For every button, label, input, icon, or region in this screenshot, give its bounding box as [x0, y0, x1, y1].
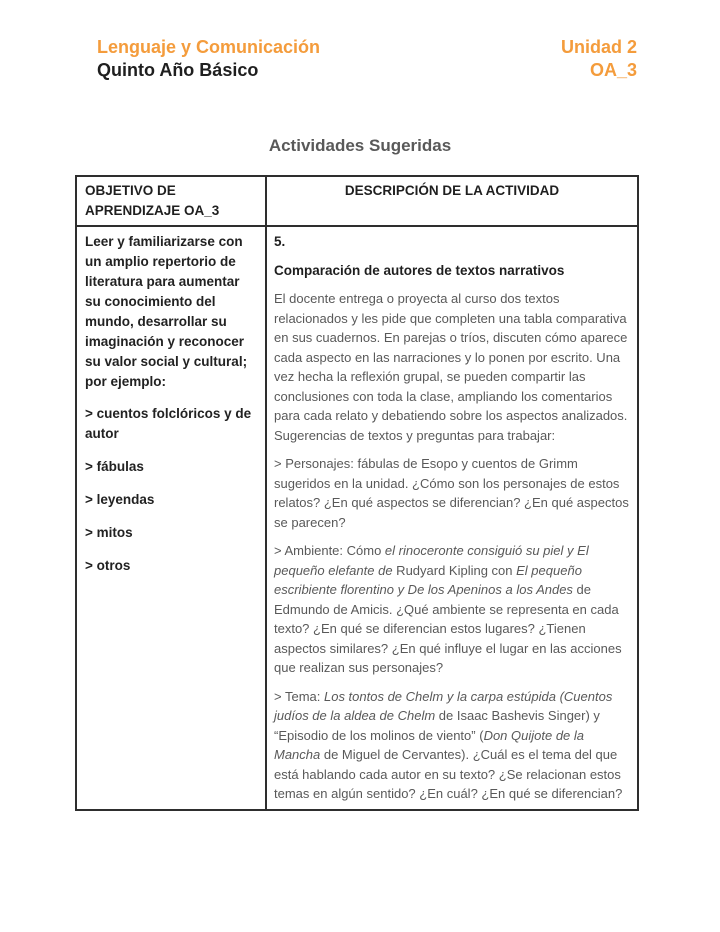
activity-number: 5. — [274, 234, 286, 249]
grade-subtitle: Quinto Año Básico — [97, 60, 259, 80]
header-right — [561, 36, 637, 82]
activity-heading: Comparación de autores de textos narrativos — [274, 262, 565, 278]
page-header — [0, 0, 720, 82]
subject-title: Lenguaje y Comunicación — [97, 37, 321, 57]
activity-paragraph: > Tema: Los tontos de Chelm y la carpa estúpida (Cuentos judíos de la aldea de Chelm de Isaac Bashevis Singer) y “Episodio de los molinos de viento” (Don Quijote de la Mancha de Miguel de Cervantes). ¿Cuál es el tema del que está hablando cada autor en su texto? ¿Se relacionan estos temas en algún sentido? ¿En cuál? ¿En qué se diferencian? — [274, 688, 623, 801]
table-row — [76, 226, 638, 810]
page-title: Actividades Sugeridas — [268, 136, 452, 155]
activity-paragraph: > Personajes: fábulas de Esopo y cuentos de Grimm sugeridos en la unidad. ¿Cómo son los personajes de estos relatos? ¿En qué aspectos se diferencian? ¿En qué aspectos se parecen? — [274, 456, 629, 530]
activity-paragraph: El docente entrega o proyecta al curso dos textos relacionados y les pide que completen una tabla comparativa en sus cuadernos. En parejas o tríos, discuten cómo aparece cada aspecto en las narraciones y lo ponen por escrito. Una vez hecha la reflexión grupal, se pueden compartir las conclusiones con toda la clase, ampliando los comentarios para cada relato y debatiendo sobre los aspectos analizados. Sugerencias de textos y preguntas para trabajar: — [274, 291, 628, 443]
activity-cell — [266, 226, 638, 810]
oa-code-label: OA_3 — [589, 60, 637, 80]
header-left — [97, 36, 320, 82]
objective-bullet: > leyendas — [85, 492, 155, 507]
objective-intro: Leer y familiarizarse con un amplio repertorio de literatura para aumentar su conocimiento del mundo, desarrollar su imaginación y reconocer su valor social y cultural; por ejemplo: — [85, 234, 248, 389]
objective-cell — [76, 226, 266, 810]
objective-bullet-list — [85, 404, 257, 576]
objective-column-header: OBJETIVO DE APRENDIZAJE OA_3 — [76, 176, 266, 226]
activity-paragraph: > Ambiente: Cómo el rinoceronte consiguió su piel y El pequeño elefante de Rudyard Kipling con El pequeño escribiente florentino y De los Apeninos a los Andes de Edmundo de Amicis. ¿Qué ambiente se representa en cada texto? ¿En qué se diferencian estos lugares? ¿Tienen aspectos similares? ¿En qué influye el lugar en las acciones que realizan sus personajes? — [274, 543, 622, 675]
objective-bullet: > fábulas — [85, 459, 144, 474]
activity-paragraphs — [274, 289, 631, 804]
objective-bullet: > otros — [85, 558, 131, 573]
description-column-header: DESCRIPCIÓN DE LA ACTIVIDAD — [266, 176, 638, 226]
objective-bullet: > cuentos folclóricos y de autor — [85, 406, 252, 441]
table-header-row — [76, 176, 638, 226]
activities-table — [75, 175, 639, 811]
objective-bullet: > mitos — [85, 525, 133, 540]
unit-label: Unidad 2 — [560, 37, 637, 57]
